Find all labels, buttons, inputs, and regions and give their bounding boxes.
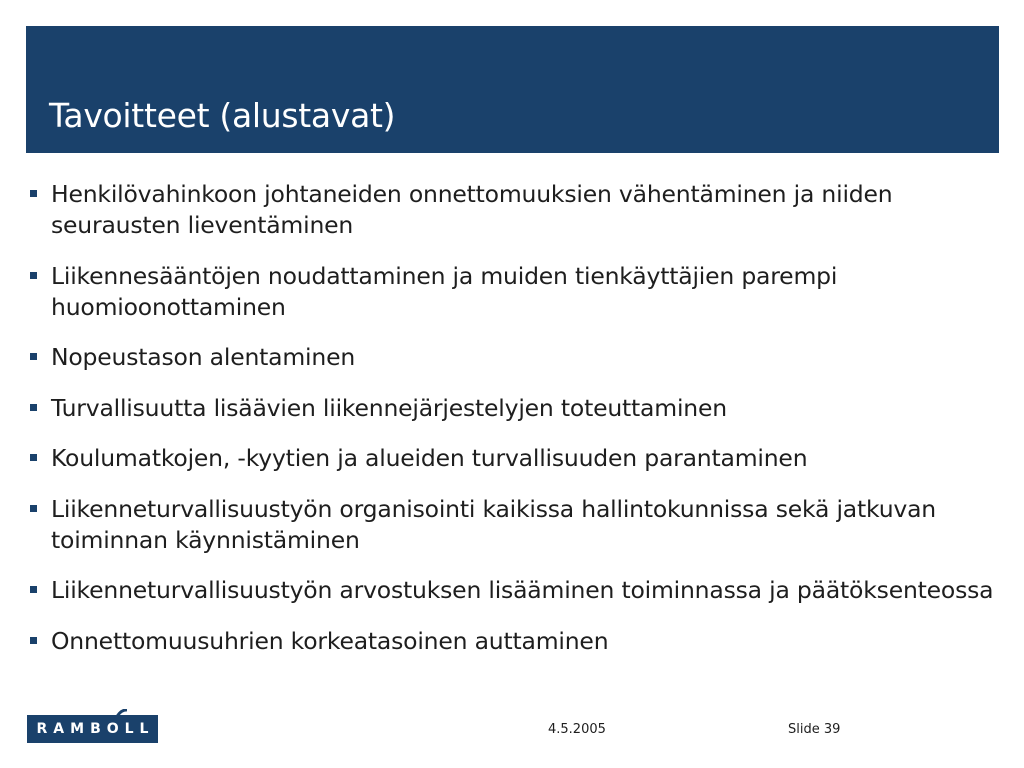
bullet-text: Liikennesääntöjen noudattaminen ja muiden tienkäyttäjien parempi huomioonottaminen bbox=[51, 261, 838, 321]
square-bullet-icon bbox=[30, 353, 37, 360]
square-bullet-icon bbox=[30, 586, 37, 593]
footer-date: 4.5.2005 bbox=[548, 722, 606, 737]
bullet-item bbox=[28, 443, 1003, 474]
square-bullet-icon bbox=[30, 637, 37, 644]
bullet-text: Onnettomuusuhrien korkeatasoinen auttaminen bbox=[51, 626, 609, 655]
bullet-item bbox=[28, 494, 1003, 556]
bullet-item bbox=[28, 393, 1003, 424]
bullet-text: Liikenneturvallisuustyön organisointi kaikissa hallintokunnissa sekä jatkuvan toiminnan käynnistäminen bbox=[51, 494, 936, 554]
bullet-text: Turvallisuutta lisäävien liikennejärjestelyjen toteuttaminen bbox=[51, 393, 727, 422]
bullet-item bbox=[28, 179, 1003, 241]
square-bullet-icon bbox=[30, 404, 37, 411]
square-bullet-icon bbox=[30, 190, 37, 197]
title-bar bbox=[26, 26, 999, 153]
logo-slash-mark-icon bbox=[113, 709, 127, 721]
ramboll-logo bbox=[27, 715, 158, 743]
square-bullet-icon bbox=[30, 454, 37, 461]
bullet-text: Nopeustason alentaminen bbox=[51, 343, 356, 371]
square-bullet-icon bbox=[30, 505, 37, 512]
square-bullet-icon bbox=[30, 272, 37, 279]
bullet-list bbox=[28, 179, 1003, 676]
logo-text: RAMBOLL bbox=[36, 721, 155, 737]
bullet-text: Henkilövahinkoon johtaneiden onnettomuuksien vähentäminen ja niiden seurausten lieventäminen bbox=[51, 180, 893, 239]
bullet-item bbox=[28, 342, 1003, 373]
bullet-item bbox=[28, 261, 1003, 323]
bullet-text: Liikenneturvallisuustyön arvostuksen lisääminen toiminnassa ja päätöksenteossa bbox=[51, 576, 994, 604]
slide-number: Slide 39 bbox=[788, 722, 841, 737]
bullet-text: Koulumatkojen, -kyytien ja alueiden turvallisuuden parantaminen bbox=[51, 444, 808, 472]
slide-title: Tavoitteet (alustavat) bbox=[49, 96, 396, 135]
bullet-item bbox=[28, 575, 1003, 606]
bullet-item bbox=[28, 626, 1003, 657]
